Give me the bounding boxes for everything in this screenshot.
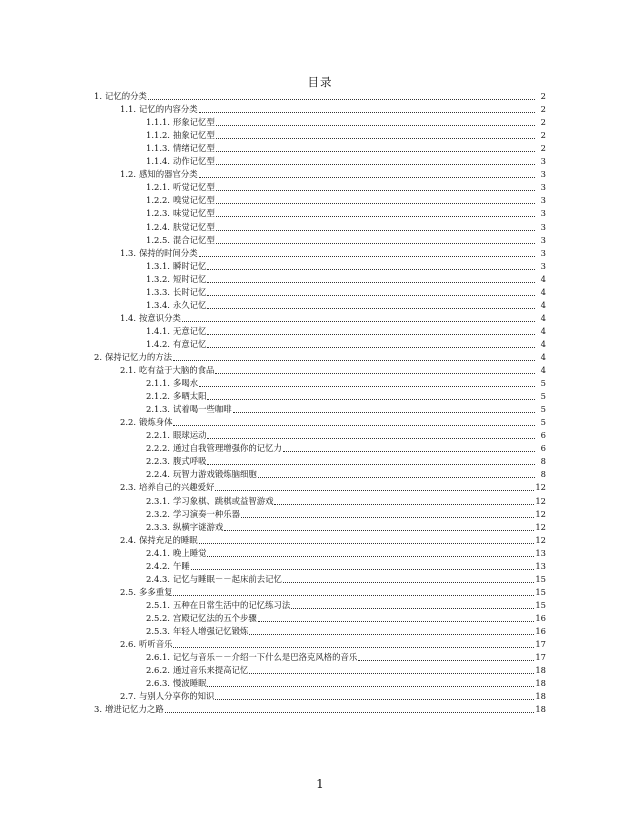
toc-dot-leader	[224, 530, 534, 531]
toc-entry-title: 形象记忆型	[172, 117, 215, 128]
toc-entry[interactable]	[94, 260, 546, 273]
toc-dot-leader	[216, 230, 535, 231]
toc-entry-number: 1.1.1.	[146, 117, 170, 128]
toc-entry-number: 2.6.3.	[146, 678, 170, 689]
toc-entry-title: 保持的时间分类	[138, 247, 198, 258]
toc-entry-title: 嗅觉记忆型	[172, 195, 215, 206]
toc-entry[interactable]	[94, 181, 546, 194]
toc-entry-page: 15	[535, 586, 546, 597]
toc-entry[interactable]	[94, 521, 546, 534]
toc-dot-leader	[182, 321, 535, 322]
toc-entry-page: 12	[535, 521, 546, 532]
toc-entry-number: 2.1.1.	[146, 378, 170, 389]
toc-entry-page: 4	[540, 351, 546, 362]
toc-entry[interactable]	[94, 677, 546, 690]
toc-dot-leader	[258, 621, 535, 622]
toc-entry-number: 2.1.2.	[146, 391, 170, 402]
toc-dot-leader	[199, 543, 535, 544]
toc-entry-title: 听听音乐	[138, 639, 173, 650]
toc-entry-page: 18	[535, 704, 546, 715]
toc-entry-title: 感知的器官分类	[138, 169, 198, 180]
toc-entry-number: 1.4.	[120, 312, 136, 323]
toc-entry-number: 2.5.3.	[146, 625, 170, 636]
toc-dot-leader	[207, 295, 535, 296]
toc-entry[interactable]	[94, 690, 546, 703]
toc-entry-title: 记忆与音乐－－介绍一下什么是巴洛克风格的音乐	[172, 652, 358, 663]
toc-entry-page: 8	[540, 456, 546, 467]
toc-entry-number: 3.	[94, 704, 102, 715]
toc-dot-leader	[207, 686, 534, 687]
toc-entry-number: 1.3.2.	[146, 273, 170, 284]
toc-entry[interactable]	[94, 155, 546, 168]
toc-entry[interactable]	[94, 429, 546, 442]
toc-entry[interactable]	[94, 220, 546, 233]
toc-entry-page: 13	[535, 547, 546, 558]
toc-entry-number: 1.3.3.	[146, 286, 170, 297]
toc-entry-number: 1.2.1.	[146, 182, 170, 193]
toc-entry-title: 宫殿记忆法的五个步骤	[172, 612, 257, 623]
toc-entry-page: 4	[540, 325, 546, 336]
toc-entry-number: 1.2.	[120, 169, 136, 180]
toc-entry[interactable]	[94, 116, 546, 129]
toc-entry-number: 1.3.4.	[146, 299, 170, 310]
toc-entry-page: 12	[535, 534, 546, 545]
toc-entry-number: 2.2.	[120, 417, 136, 428]
toc-entry-title: 多晒太阳	[172, 391, 207, 402]
toc-dot-leader	[207, 347, 535, 348]
toc-entry[interactable]	[94, 403, 546, 416]
toc-dot-leader	[215, 373, 535, 374]
toc-entry[interactable]	[94, 560, 546, 573]
toc-entry-page: 2	[540, 91, 546, 102]
toc-entry-number: 2.4.3.	[146, 573, 170, 584]
toc-entry-page: 2	[540, 143, 546, 154]
toc-entry-number: 1.4.2.	[146, 338, 170, 349]
toc-entry-page: 15	[535, 573, 546, 584]
toc-entry-page: 17	[535, 652, 546, 663]
toc-entry[interactable]	[94, 325, 546, 338]
toc-entry-page: 3	[540, 247, 546, 258]
toc-entry-title: 味觉记忆型	[172, 208, 215, 219]
toc-entry-number: 2.2.1.	[146, 430, 170, 441]
toc-entry-page: 4	[540, 273, 546, 284]
toc-dot-leader	[216, 243, 535, 244]
toc-entry-number: 2.5.	[120, 586, 136, 597]
toc-entry-title: 玩智力游戏锻炼脑细胞	[172, 469, 257, 480]
toc-entry-page: 13	[535, 560, 546, 571]
toc-dot-leader	[283, 451, 535, 452]
toc-entry-title: 五种在日常生活中的记忆练习法	[172, 599, 291, 610]
toc-entry-number: 2.2.4.	[146, 469, 170, 480]
toc-dot-leader	[233, 412, 535, 413]
toc-entry-title: 长时记忆	[172, 286, 207, 297]
toc-entry-number: 1.2.5.	[146, 234, 170, 245]
toc-entry[interactable]	[94, 194, 546, 207]
toc-dot-leader	[199, 256, 535, 257]
toc-entry-page: 8	[540, 469, 546, 480]
toc-entry[interactable]	[94, 312, 546, 325]
toc-dot-leader	[207, 308, 535, 309]
toc-entry[interactable]	[94, 168, 546, 181]
toc-entry-number: 2.6.1.	[146, 652, 170, 663]
toc-entry-page: 4	[540, 338, 546, 349]
toc-entry-number: 1.3.1.	[146, 260, 170, 271]
toc-entry-title: 保持充足的睡眠	[138, 534, 198, 545]
toc-dot-leader	[207, 334, 535, 335]
toc-entry-page: 4	[540, 365, 546, 376]
toc-entry[interactable]	[94, 286, 546, 299]
toc-entry[interactable]	[94, 103, 546, 116]
toc-dot-leader	[173, 425, 535, 426]
toc-entry-title: 吃有益于大脑的食品	[138, 365, 215, 376]
toc-dot-leader	[207, 556, 534, 557]
toc-entry-number: 1.1.	[120, 104, 136, 115]
toc-entry[interactable]	[94, 586, 546, 599]
toc-entry-title: 纵横字谜游戏	[172, 521, 224, 532]
toc-entry-number: 1.	[94, 91, 102, 102]
toc-entry-title: 动作记忆型	[172, 156, 215, 167]
toc-entry-number: 2.5.1.	[146, 599, 170, 610]
toc-entry-page: 5	[540, 378, 546, 389]
toc-entry-number: 2.3.1.	[146, 495, 170, 506]
toc-dot-leader	[173, 647, 534, 648]
toc-entry-page: 5	[540, 404, 546, 415]
toc-entry[interactable]	[94, 573, 546, 586]
toc-entry-page: 3	[540, 221, 546, 232]
toc-entry-number: 1.2.4.	[146, 221, 170, 232]
toc-entry-number: 2.3.2.	[146, 508, 170, 519]
footer-page-number: 1	[316, 777, 324, 791]
toc-entry[interactable]	[94, 599, 546, 612]
toc-entry-page: 12	[535, 508, 546, 519]
toc-entry-title: 情绪记忆型	[172, 143, 215, 154]
toc-entry-number: 2.4.2.	[146, 560, 170, 571]
toc-entry-number: 1.2.2.	[146, 195, 170, 206]
toc-entry-title: 慢波睡眠	[172, 678, 207, 689]
toc-entry[interactable]	[94, 338, 546, 351]
toc-entry-page: 5	[540, 417, 546, 428]
toc-entry-title: 多多重复	[138, 586, 173, 597]
toc-entry[interactable]	[94, 364, 546, 377]
toc-entry-title: 多喝水	[172, 378, 199, 389]
toc-entry-title: 肤觉记忆型	[172, 221, 215, 232]
toc-dot-leader	[215, 490, 534, 491]
toc-dot-leader	[216, 138, 535, 139]
toc-entry-number: 2.7.	[120, 691, 136, 702]
toc-entry-title: 无意记忆	[172, 325, 207, 336]
toc-entry-number: 2.	[94, 351, 102, 362]
toc-entry[interactable]	[94, 638, 546, 651]
toc-entry[interactable]	[94, 207, 546, 220]
toc-entry-title: 年轻人增强记忆锻炼	[172, 625, 249, 636]
toc-entry-number: 2.6.	[120, 639, 136, 650]
toc-entry-page: 18	[535, 691, 546, 702]
toc-entry-page: 3	[540, 195, 546, 206]
toc-entry-page: 16	[535, 625, 546, 636]
toc-dot-leader	[148, 99, 535, 100]
toc-entry-title: 眼球运动	[172, 430, 207, 441]
toc-entry-number: 2.6.2.	[146, 665, 170, 676]
toc-entry-title: 学习演奏一种乐器	[172, 508, 240, 519]
toc-entry-number: 2.1.	[120, 365, 136, 376]
toc-entry-title: 晚上睡觉	[172, 547, 207, 558]
toc-dot-leader	[207, 438, 535, 439]
toc-entry[interactable]	[94, 416, 546, 429]
toc-dot-leader	[258, 477, 535, 478]
toc-entry-page: 5	[540, 391, 546, 402]
toc-entry-page: 3	[540, 234, 546, 245]
toc-entry[interactable]	[94, 234, 546, 247]
toc-entry-title: 保持记忆力的方法	[105, 351, 172, 362]
toc-entry-title: 永久记忆	[172, 299, 207, 310]
toc-entry[interactable]	[94, 494, 546, 507]
toc-entry[interactable]	[94, 703, 546, 716]
toc-entry[interactable]	[94, 390, 546, 403]
toc-entry-page: 4	[540, 299, 546, 310]
toc-entry-page: 6	[540, 443, 546, 454]
toc-entry[interactable]	[94, 534, 546, 547]
toc-entry-title: 按意识分类	[138, 312, 181, 323]
toc-entry-title: 腹式呼吸	[172, 456, 207, 467]
toc-dot-leader	[216, 164, 535, 165]
toc-entry-number: 1.1.4.	[146, 156, 170, 167]
toc-dot-leader	[274, 504, 534, 505]
toc-dot-leader	[191, 569, 535, 570]
toc-entry-page: 3	[540, 260, 546, 271]
toc-entry[interactable]	[94, 299, 546, 312]
toc-entry-number: 2.3.	[120, 482, 136, 493]
toc-entry-page: 12	[535, 482, 546, 493]
toc-entry-page: 6	[540, 430, 546, 441]
toc-entry[interactable]	[94, 481, 546, 494]
toc-dot-leader	[215, 699, 534, 700]
toc-dot-leader	[199, 112, 535, 113]
toc-entry-title: 有意记忆	[172, 338, 207, 349]
toc-entry[interactable]	[94, 651, 546, 664]
toc-entry-title: 培养自己的兴趣爱好	[138, 482, 215, 493]
toc-entry-page: 12	[535, 495, 546, 506]
toc-entry-title: 试着喝一些咖啡	[172, 404, 232, 415]
toc-dot-leader	[207, 464, 535, 465]
toc-entry-number: 1.3.	[120, 247, 136, 258]
toc-entry-number: 2.2.2.	[146, 443, 170, 454]
toc-dot-leader	[199, 386, 535, 387]
toc-entry[interactable]	[94, 129, 546, 142]
toc-dot-leader	[173, 595, 534, 596]
page-title: 目录	[307, 75, 333, 89]
toc-entry[interactable]	[94, 612, 546, 625]
toc-entry-number: 2.4.	[120, 534, 136, 545]
toc-dot-leader	[241, 517, 534, 518]
toc-entry-title: 午睡	[172, 560, 190, 571]
toc-entry-title: 锻炼身体	[138, 417, 173, 428]
toc-entry-title: 记忆的内容分类	[138, 104, 198, 115]
toc-entry-title: 增进记忆力之路	[105, 704, 164, 715]
toc-entry[interactable]	[94, 547, 546, 560]
toc-dot-leader	[291, 608, 534, 609]
toc-entry[interactable]	[94, 664, 546, 677]
toc-entry[interactable]	[94, 377, 546, 390]
toc-entry-page: 4	[540, 286, 546, 297]
toc-dot-leader	[216, 125, 535, 126]
toc-entry[interactable]	[94, 625, 546, 638]
toc-entry[interactable]	[94, 455, 546, 468]
toc-dot-leader	[173, 360, 535, 361]
toc-dot-leader	[207, 269, 535, 270]
toc-entry-title: 瞬时记忆	[172, 260, 207, 271]
toc-entry-title: 记忆的分类	[105, 91, 147, 102]
toc-entry[interactable]	[94, 442, 546, 455]
toc-entry-number: 2.4.1.	[146, 547, 170, 558]
toc-dot-leader	[199, 177, 535, 178]
toc-entry-title: 与别人分享你的知识	[138, 691, 215, 702]
toc-entry-page: 4	[540, 312, 546, 323]
toc-dot-leader	[283, 582, 534, 583]
toc-dot-leader	[216, 190, 535, 191]
toc-entry-page: 3	[540, 208, 546, 219]
toc-dot-leader	[249, 673, 534, 674]
toc-entry-number: 2.2.3.	[146, 456, 170, 467]
toc-entry[interactable]	[94, 468, 546, 481]
toc-dot-leader	[207, 282, 535, 283]
toc-entry-page: 17	[535, 639, 546, 650]
toc-entry-title: 通过音乐来提高记忆	[172, 665, 249, 676]
toc-entry-page: 2	[540, 130, 546, 141]
toc-entry-title: 混合记忆型	[172, 234, 215, 245]
toc-entry-number: 1.4.1.	[146, 325, 170, 336]
toc-entry-title: 通过自我管理增强你的记忆力	[172, 443, 282, 454]
toc-entry[interactable]	[94, 142, 546, 155]
toc-entry-title: 记忆与睡眠－－起床前去记忆	[172, 573, 282, 584]
toc-entry-page: 16	[535, 612, 546, 623]
toc-entry-page: 2	[540, 104, 546, 115]
toc-entry-number: 2.5.2.	[146, 612, 170, 623]
toc-entry[interactable]	[94, 90, 546, 103]
toc-entry[interactable]	[94, 273, 546, 286]
toc-entry-number: 2.1.3.	[146, 404, 170, 415]
table-of-contents	[94, 90, 546, 716]
toc-entry-page: 2	[540, 117, 546, 128]
toc-dot-leader	[216, 151, 535, 152]
toc-entry-page: 15	[535, 599, 546, 610]
toc-entry-title: 抽象记忆型	[172, 130, 215, 141]
toc-entry-title: 听觉记忆型	[172, 182, 215, 193]
toc-entry-title: 短时记忆	[172, 273, 207, 284]
toc-entry-number: 1.2.3.	[146, 208, 170, 219]
toc-entry[interactable]	[94, 247, 546, 260]
toc-dot-leader	[216, 203, 535, 204]
toc-entry-title: 学习象棋、跳棋或益智游戏	[172, 495, 274, 506]
toc-dot-leader	[249, 634, 534, 635]
toc-entry-page: 18	[535, 678, 546, 689]
toc-entry-number: 2.3.3.	[146, 521, 170, 532]
toc-entry-page: 3	[540, 182, 546, 193]
toc-dot-leader	[165, 712, 535, 713]
toc-entry-number: 1.1.2.	[146, 130, 170, 141]
toc-dot-leader	[358, 660, 534, 661]
toc-entry-page: 3	[540, 156, 546, 167]
toc-entry[interactable]	[94, 351, 546, 364]
toc-dot-leader	[216, 216, 535, 217]
toc-entry-number: 1.1.3.	[146, 143, 170, 154]
toc-entry-page: 3	[540, 169, 546, 180]
toc-entry[interactable]	[94, 508, 546, 521]
toc-dot-leader	[207, 399, 535, 400]
toc-entry-page: 18	[535, 665, 546, 676]
